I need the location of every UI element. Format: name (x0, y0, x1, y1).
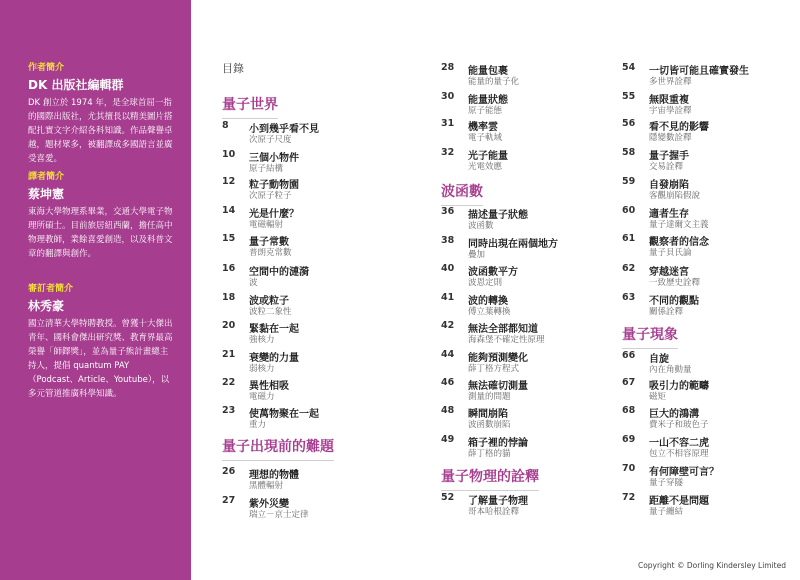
page-number: 18 (222, 292, 236, 303)
entry-title: 光是什麼？ (249, 209, 299, 220)
page-number: 70 (622, 463, 636, 474)
author-section (28, 62, 176, 166)
entry-subtitle: 磁矩 (649, 392, 667, 402)
sidebar-panel (0, 0, 191, 580)
entry-subtitle: 量子達爾文主義 (649, 220, 709, 230)
entry-title: 小到幾乎看不見 (249, 124, 319, 135)
entry-title: 能夠預測變化 (468, 353, 528, 364)
page-number: 40 (441, 263, 455, 274)
page-number: 46 (441, 377, 455, 388)
page-number: 56 (622, 118, 636, 129)
entry-title: 量子握手 (649, 151, 689, 162)
entry-subtitle: 哥本哈根詮釋 (468, 507, 520, 517)
reviewer-bio: 國立清華大學特聘教授。曾獲十大傑出青年、國科會傑出研究獎、教育界最高榮譽「師鐸獎」，並為量子熊計畫總主持人，提倡 quantum PAY （Podcast、Article、Youtube），以多元管道推廣科學知識。 (28, 319, 173, 399)
entry-title: 空間中的漣漪 (249, 267, 309, 278)
page-number: 44 (441, 349, 455, 360)
entry-subtitle: 電磁力 (249, 392, 275, 402)
toc-title: 目錄 (222, 62, 244, 75)
page-number: 12 (222, 176, 236, 187)
entry-subtitle: 薛丁格的貓 (468, 449, 511, 459)
entry-subtitle: 強核力 (249, 335, 275, 345)
entry-subtitle: 波函數崩陷 (468, 420, 511, 430)
page-number: 27 (222, 495, 236, 506)
entry-subtitle: 重力 (249, 420, 267, 430)
entry-subtitle: 量子纏結 (649, 507, 684, 517)
page-number: 42 (441, 320, 455, 331)
translator-label: 譯者簡介 (28, 172, 65, 182)
page-number: 72 (622, 492, 636, 503)
page-number: 15 (222, 233, 236, 244)
section-heading-wave-function: 波函數 (441, 181, 483, 206)
page-number: 67 (622, 377, 636, 388)
entry-subtitle: 隱變數詮釋 (649, 133, 692, 143)
entry-subtitle: 次原子粒子 (249, 191, 292, 201)
entry-title: 無限重複 (649, 95, 689, 106)
entry-title: 描述量子狀態 (468, 210, 528, 221)
page-number: 61 (622, 233, 636, 244)
reviewer-section (28, 283, 176, 401)
translator-section (28, 171, 176, 261)
section-heading-interpretations: 量子物理的詮釋 (441, 466, 539, 491)
section-heading-quantum-world: 量子世界 (222, 94, 278, 119)
entry-subtitle: 波恩定則 (468, 278, 503, 288)
entry-subtitle: 量子貝氏論 (649, 248, 692, 258)
page-number: 49 (441, 434, 455, 445)
entry-subtitle: 海森堡不確定性原理 (468, 335, 545, 345)
entry-subtitle: 包立不相容原理 (649, 449, 709, 459)
entry-title: 無法全部都知道 (468, 324, 538, 335)
page-number: 28 (441, 62, 455, 73)
page-number: 8 (222, 120, 229, 131)
entry-subtitle: 費米子和玻色子 (649, 420, 709, 430)
page-number: 23 (222, 405, 236, 416)
entry-title: 衰變的力量 (249, 353, 299, 364)
reviewer-name: 林秀豪 (28, 299, 65, 313)
entry-subtitle: 電磁輻射 (249, 220, 284, 230)
entry-subtitle: 黑體輻射 (249, 481, 284, 491)
page-number: 48 (441, 405, 455, 416)
page-number: 68 (622, 405, 636, 416)
entry-title: 巨大的鴻溝 (649, 409, 699, 420)
page-number: 41 (441, 292, 455, 303)
entry-subtitle: 傅立葉轉換 (468, 307, 511, 317)
entry-title: 看不見的影響 (649, 122, 709, 133)
entry-subtitle: 一致歷史詮釋 (649, 278, 701, 288)
section-heading-pre-quantum-problems: 量子出現前的難題 (222, 436, 334, 461)
entry-subtitle: 波粒二象性 (249, 307, 292, 317)
entry-title: 紫外災變 (249, 499, 289, 510)
entry-subtitle: 交易詮釋 (649, 162, 684, 172)
entry-title: 適者生存 (649, 209, 689, 220)
entry-subtitle: 關係詮釋 (649, 307, 684, 317)
page-number: 55 (622, 91, 636, 102)
page-number: 30 (441, 91, 455, 102)
entry-title: 距離不是問題 (649, 496, 709, 507)
entry-title: 觀察者的信念 (649, 237, 709, 248)
page-number: 21 (222, 349, 236, 360)
entry-subtitle: 內在角動量 (649, 365, 692, 375)
entry-title: 三個小物件 (249, 153, 299, 164)
page-number: 20 (222, 320, 236, 331)
entry-title: 自發崩陷 (649, 180, 689, 191)
page-number: 59 (622, 176, 636, 187)
entry-title: 同時出現在兩個地方 (468, 239, 558, 250)
entry-title: 光子能量 (468, 151, 508, 162)
entry-subtitle: 原子結構 (249, 164, 284, 174)
entry-title: 緊黏在一起 (249, 324, 299, 335)
author-label: 作者簡介 (28, 63, 65, 73)
page-number: 22 (222, 377, 236, 388)
entry-subtitle: 波 (249, 278, 258, 288)
entry-subtitle: 能量的量子化 (468, 77, 520, 87)
entry-title: 異性相吸 (249, 381, 289, 392)
entry-title: 了解量子物理 (468, 496, 528, 507)
entry-subtitle: 客觀崩陷假說 (649, 191, 701, 201)
entry-title: 波函數平方 (468, 267, 518, 278)
page-number: 62 (622, 263, 636, 274)
entry-title: 有何障壁可言？ (649, 467, 719, 478)
page-number: 16 (222, 263, 236, 274)
translator-bio: 東海大學物理系畢業，交通大學電子物理所碩士。目前旅居紐西蘭，擔任高中物理教師，業餘喜愛創造，以及科普文章的翻譯與創作。 (28, 207, 173, 259)
entry-subtitle: 次原子尺度 (249, 135, 292, 145)
entry-title: 波的轉換 (468, 296, 508, 307)
page-number: 32 (441, 147, 455, 158)
entry-title: 能量包裹 (468, 66, 508, 77)
entry-title: 不同的觀點 (649, 296, 699, 307)
entry-title: 箱子裡的悖論 (468, 438, 528, 449)
entry-subtitle: 量子穿隧 (649, 478, 684, 488)
entry-title: 波或粒子 (249, 296, 289, 307)
entry-subtitle: 光電效應 (468, 162, 503, 172)
page-number: 58 (622, 147, 636, 158)
page-number: 60 (622, 205, 636, 216)
entry-title: 吸引力的範疇 (649, 381, 709, 392)
copyright-notice: Copyright © Dorling Kindersley Limited (637, 561, 786, 570)
translator-name: 蔡坤憲 (28, 187, 65, 201)
reviewer-label: 審訂者簡介 (28, 284, 74, 294)
entry-subtitle: 測量的問題 (468, 392, 511, 402)
entry-title: 理想的物體 (249, 470, 299, 481)
page-number: 52 (441, 492, 455, 503)
entry-subtitle: 波函數 (468, 221, 494, 231)
entry-subtitle: 瑞立－京士定律 (249, 510, 309, 520)
page-number: 31 (441, 118, 455, 129)
entry-title: 一切皆可能且確實發生 (649, 66, 749, 77)
entry-title: 自旋 (649, 354, 669, 365)
entry-subtitle: 疊加 (468, 250, 486, 260)
page-number: 38 (441, 235, 455, 246)
page-number: 54 (622, 62, 636, 73)
page-number: 36 (441, 206, 455, 217)
entry-subtitle: 弱核力 (249, 364, 275, 374)
entry-title: 穿越迷宮 (649, 267, 689, 278)
page-number: 69 (622, 434, 636, 445)
entry-subtitle: 宇宙學詮釋 (649, 106, 692, 116)
entry-title: 瞬間崩陷 (468, 409, 508, 420)
page-number: 10 (222, 149, 236, 160)
entry-subtitle: 薛丁格方程式 (468, 364, 520, 374)
entry-title: 能量狀態 (468, 95, 508, 106)
entry-title: 量子常數 (249, 237, 289, 248)
entry-subtitle: 原子能態 (468, 106, 503, 116)
entry-subtitle: 電子軌域 (468, 133, 503, 143)
entry-title: 機率雲 (468, 122, 498, 133)
page-number: 26 (222, 466, 236, 477)
entry-title: 粒子動物園 (249, 180, 299, 191)
entry-title: 一山不容二虎 (649, 438, 709, 449)
author-bio: DK 創立於 1974 年，是全球首屈一指的國際出版社，尤其擅長以精美圖片搭配扎實文字介紹各科知識。作品聲譽卓越，題材眾多，被翻譯成多國語言並廣受喜愛。 (28, 98, 173, 164)
page-number: 66 (622, 350, 636, 361)
entry-subtitle: 多世界詮釋 (649, 77, 692, 87)
entry-title: 無法確切測量 (468, 381, 528, 392)
page-number: 63 (622, 292, 636, 303)
entry-title: 使萬物聚在一起 (249, 409, 319, 420)
page-number: 14 (222, 205, 236, 216)
entry-subtitle: 普朗克常數 (249, 248, 292, 258)
author-name: DK 出版社編輯群 (28, 78, 124, 92)
section-heading-quantum-phenomena: 量子現象 (622, 324, 678, 349)
